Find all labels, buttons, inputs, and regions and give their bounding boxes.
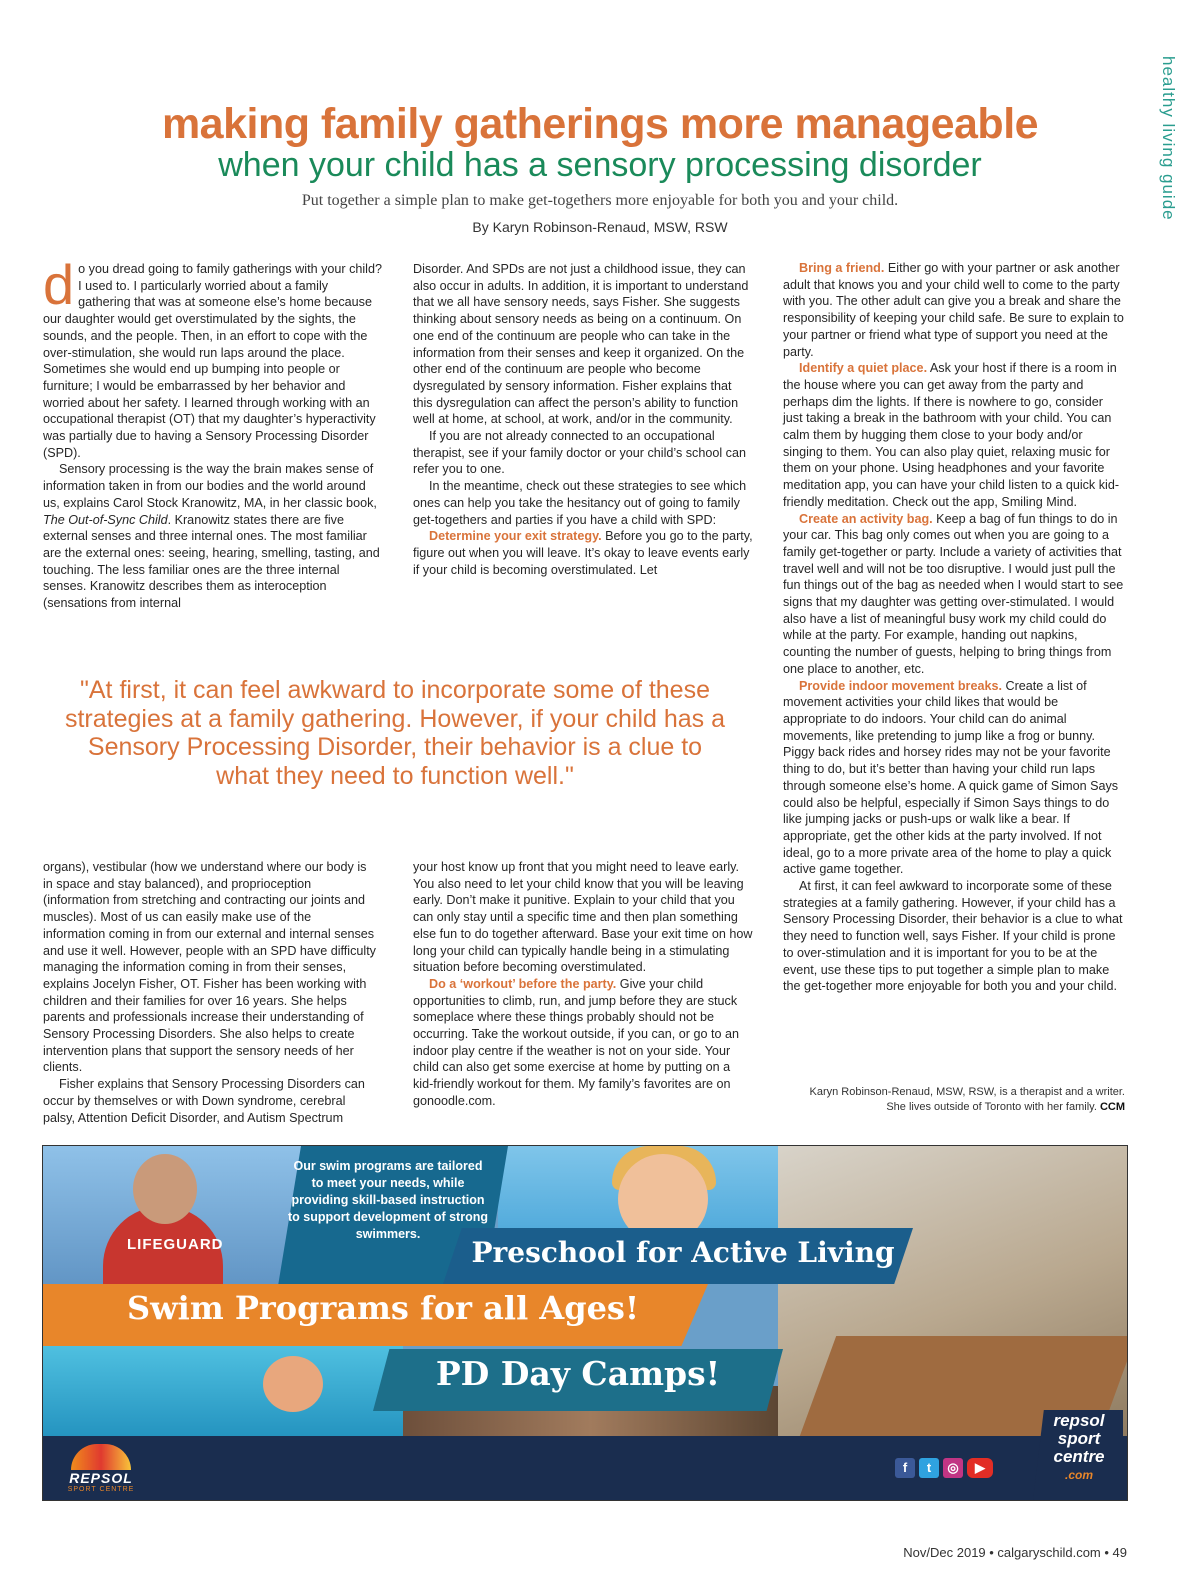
paragraph: Create an activity bag. Keep a bag of fun things to do in your car. This bag only comes out when you are going to a family get-together or party. Include a variety of activities that travel well and will not be too disruptive. I would just pull the fun things out of the bag as needed when I would start to see signs that my daughter was getting over-stimulated. I would also have a list of meaningful busy work my child could do while at the party. For example, handing out napkins, counting the number of guests, helping to bring things from one place to another, etc. [783,511,1124,676]
youtube-icon[interactable]: ▶ [967,1458,993,1478]
ad-headline-swim: Swim Programs for all Ages! [127,1289,639,1327]
article-dek: Put together a simple plan to make get-togethers more enjoyable for both you and your child. [301,192,899,209]
paragraph: At first, it can feel awkward to incorporate some of these strategies at a family gathering. However, if your child has a Sensory Processing Disorder, their behavior is a clue to what they need to function well, says Fisher. If your child is prone to over-stimulation and it is important for you to be at the event, use these tips to put together a simple plan to make the get-together more enjoyable for both you and your child. [783,879,1123,994]
paragraph: organs), vestibular (how we understand where our body is in space and stay balanced), and proprioception (information from stretching and contracting our joints and muscles). Most of us can easily make use of the information coming in from our external and internal senses and use it well. However, people with an SPD have difficulty managing the information coming in from their senses, explains Jocelyn Fisher, OT. Fisher has been working with children and their families for over 16 years. She helps parents and professionals increase their understanding of Sensory Processing Disorders. She also helps to create intervention plans that support the sensory needs of her clients. [43,860,376,1075]
facebook-icon[interactable]: f [895,1458,915,1478]
pool-photo [43,1346,403,1436]
ad-headline-preschool: Preschool for Active Living [471,1236,895,1269]
paragraph: Do a ‘workout’ before the party. Give your child opportunities to climb, run, and jump before they are stuck someplace where these things probably should not be occurring. Take the workout outside, if you can, or go to an indoor play centre if the weather is not on your side. Your child can also get some exercise at home by putting on a kid-friendly workout for them. My family’s favorites are on gonoodle.com. [413,976,739,1108]
column-3 [783,260,1125,995]
end-mark: CCM [1099,1101,1125,1113]
paragraph: Sensory processing is the way the brain makes sense of information taken in from our bodies and the world around us, explains Carol Stock Kranowitz, MA, in her classic book, The Out-of-Sync Child. Kranowitz states there are five external senses and three internal ones. The most familiar are the external ones: seeing, hearing, smelling, tasting, and touching. The less familiar ones are the three internal senses. Kranowitz describes them as interoception (sensations from internal [43,462,380,611]
repsol-logo: REPSOL SPORT CENTRE [61,1444,141,1493]
ad-description: Our swim programs are tailored to meet your needs, while providing skill-based instruction to support development of strong swimmers. [288,1159,488,1241]
advertisement[interactable] [42,1145,1128,1501]
column-2-top [413,261,753,578]
author-bio: Karyn Robinson-Renaud, MSW, RSW, is a therapist and a writer. She lives outside of Toronto with her family. CCM [809,1086,1125,1113]
indoor-track-photo [778,1146,1127,1436]
paragraph: In the meantime, check out these strategies to see which ones can help you take the hesitancy out of going to family get-togethers and parties if you have a child with SPD: [413,479,747,527]
brand-wordmark[interactable]: repsol sport centre .com [1053,1411,1105,1482]
paragraph: Determine your exit strategy. Before you go to the party, figure out when you will leave. It’s okay to leave events early if your child is becoming overstimulated. Let [413,529,753,577]
section-tag: healthy living guide [1159,56,1178,221]
article-title: making family gatherings more manageable [161,100,1039,148]
strategy-heading: Bring a friend. [799,261,885,275]
paragraph: Identify a quiet place. Ask your host if there is a room in the house where you can get away from the party and perhaps dim the lights. If there is nowhere to go, consider just taking a break in the bathroom with your child. You can calm them by hugging them close to your body and/or singing to them. You can also play quiet, relaxing music for them on your phone. Using headphones and your favorite meditation app, you can have your child listen to a quick kid-friendly meditation. Check out the app, Smiling Mind. [783,361,1120,509]
instagram-icon[interactable]: ◎ [943,1458,963,1478]
paragraph: Provide indoor movement breaks. Create a list of movement activities your child likes that would be appropriate to do indoors. Your child can do animal movements, like pretending to jump like a frog or bunny. Piggy back rides and horsey rides may not be your favorite thing to do, but it’s better than having your child run laps through someone else’s home. A quick game of Simon Says could also be helpful, especially if Simon Says things to do like jumping jacks or push-ups or walk like a bear. If appropriate, get the other kids at the party involved. If not ideal, go to a more private area of the home to play a quick active game together. [783,678,1119,877]
byline: By Karyn Robinson-Renaud, MSW, RSW [472,219,728,235]
page-folio: Nov/Dec 2019 • calgaryschild.com • 49 [903,1545,1127,1560]
strategy-heading: Determine your exit strategy. [429,529,602,544]
column-2-bottom [413,859,753,1110]
twitter-icon[interactable]: t [919,1458,939,1478]
strategy-heading: Create an activity bag. [799,511,933,526]
paragraph: Disorder. And SPDs are not just a childhood issue, they can also occur in adults. In addition, it is important to understand that we all have sensory needs, says Fisher. She suggests thinking about sensory needs as being on a continuum. On one end of the continuum are people who can take in the information from their senses and keep it organized. On the other end of the continuum are people who become dysregulated by sensory information. Fisher explains that this dysregulation can affect the person’s ability to function well at home, at school, at work, and/or in the community. [413,262,749,427]
ad-footer [43,1436,1127,1500]
column-1-top [43,253,384,612]
article-subtitle: when your child has a sensory processing disorder [218,146,982,184]
strategy-heading: Provide indoor movement breaks. [799,678,1002,693]
paragraph: Fisher explains that Sensory Processing Disorders can occur by themselves or with Down syndrome, cerebral palsy, Attention Deficit Disorder, and Autism Spectrum [43,1077,365,1125]
paragraph: Bring a friend. Either go with your partner or ask another adult that knows you and your child well to come to the party with you. The other adult can give you a break and share the responsibility of keeping your child safe. Be sure to explain to your partner or friend what type of support you need at the party. [783,261,1124,359]
paragraph: do you dread going to family gatherings with your child? I used to. I particularly worried about a family gathering that was at someone else’s home because our daughter would get overstimulated by the sights, the sounds, and the people. Then, in an effort to cope with the over-stimulation, she would run laps around the place. Sometimes she would end up bumping into people or furniture; I would be embarrassed by her behavior and worried about her safety. I learned through working with an occupational therapist (OT) that my daughter’s hyperactivity was partially due to having a Sensory Processing Disorder (SPD). [43,253,382,460]
pull-quote: "At first, it can feel awkward to incorporate some of these strategies at a family gathering. However, if your child has a Sensory Processing Disorder, their behavior is a clue to what they need to function well." [64,676,726,790]
column-1-bottom [43,859,376,1126]
lifeguard-label: LIFEGUARD [127,1236,224,1253]
drop-cap: d [43,253,75,316]
ad-headline-pd-day: PD Day Camps! [435,1354,721,1393]
paragraph: If you are not already connected to an occupational therapist, see if your family doctor or your child’s school can refer you to one. [413,429,746,477]
strategy-heading: Identify a quiet place. [799,361,928,376]
book-title: The Out-of-Sync Child [43,512,168,527]
sun-icon [71,1444,131,1470]
social-links [895,1458,997,1478]
strategy-heading: Do a ‘workout’ before the party. [429,976,617,991]
paragraph: your host know up front that you might need to leave early. You also need to let your child know that you will be leaving early. Don’t make it punitive. Explain to your child that you can only stay until a specific time and then plan something else fun to do together afterward. Base your exit time on how long your child can typically handle being in a stimulating situation before becoming overstimulated. [413,860,753,975]
